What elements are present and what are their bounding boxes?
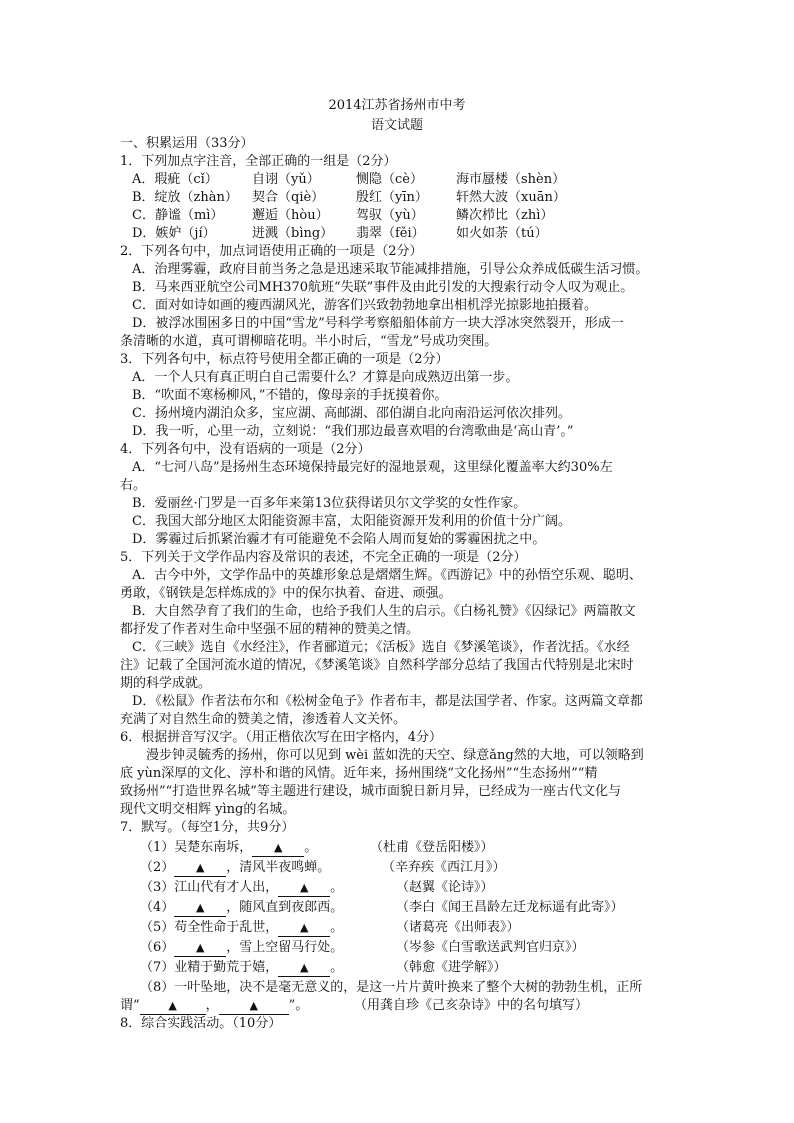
q6-passage-line2: 底 yùn深厚的文化、淳朴和谐的风情。近年来，扬州围绕“文化扬州”“生态扬州”“精 — [120, 766, 598, 781]
answer-blank[interactable] — [140, 998, 206, 1015]
answer-blank[interactable] — [278, 880, 330, 897]
q7-6-suffix: ，雪上空留马行处。 — [226, 940, 344, 955]
triangle-marker-icon: ▲ — [196, 901, 205, 914]
q1-a-word1: A．瑕疵（cǐ） — [132, 172, 218, 187]
q7-1-suffix: 。 — [304, 840, 318, 855]
section-heading: 一、积累运用（33分） — [120, 136, 254, 151]
q2-option-c: C．面对如诗如画的瘦西湖风光，游客们兴致勃勃地拿出相机浮光掠影地拍摄着。 — [132, 298, 597, 313]
q7-6-prefix: （6） — [140, 940, 175, 955]
q4-stem: 4．下列各句中，没有语病的一项是（2分） — [120, 442, 371, 457]
q6-passage-line4: 现代文明交相辉 yìng的名城。 — [120, 802, 296, 817]
exam-title: 2014江苏省扬州市中考 — [328, 98, 466, 113]
q1-c-word2: 邂逅（hòu） — [252, 208, 329, 223]
q7-8-source: （用龚自珍《己亥杂诗》中的名句填写） — [354, 998, 589, 1013]
q1-d-word4: 如火如荼（tú） — [456, 226, 548, 241]
q1-d-word1: D．嫉妒（jí） — [132, 226, 216, 241]
q1-b-word2: 契合（qiè） — [252, 190, 325, 205]
q7-item-5 — [140, 920, 520, 937]
q5-option-d-cont: 充满了对自然生命的赞美之情，渗透着人文关怀。 — [120, 712, 407, 727]
triangle-marker-icon: ▲ — [249, 999, 258, 1012]
answer-blank[interactable] — [174, 900, 226, 917]
q2-option-d: D．被浮冰围困多日的中国“雪龙”号科学考察船船体前方一块大浮冰突然裂开，形成一 — [132, 316, 624, 331]
q5-stem: 5．下列关于文学作品内容及常识的表述，不完全正确的一项是（2分） — [120, 550, 527, 565]
q5-option-b: B．大自然孕育了我们的生命，也给予我们人生的启示。《白杨礼赞》《囚绿记》两篇散文 — [132, 604, 636, 619]
q1-c-word4: 鳞次栉比（zhì） — [456, 208, 554, 223]
q1-a-word3: 恻隐（cè） — [356, 172, 423, 187]
q7-7-suffix: 。 — [330, 960, 344, 975]
q4-option-c: C．我国大部分地区太阳能资源丰富，太阳能资源开发利用的价值十分广阔。 — [132, 514, 571, 529]
triangle-marker-icon: ▲ — [300, 921, 309, 934]
q6-passage-line3: 致扬州”“打造世界名城”等主题进行建设，城市面貌日新月异，已经成为一座古代文化与 — [120, 784, 621, 799]
q1-d-word3: 翡翠（fěi） — [356, 226, 425, 241]
q2-stem: 2．下列各句中，加点词语使用正确的一项是（2分） — [120, 244, 423, 259]
q5-option-c-cont: 注》记载了全国河流水道的情况，《梦溪笔谈》自然科学部分总结了我国古代特别是北宋时 — [120, 658, 634, 673]
answer-blank[interactable] — [219, 998, 289, 1015]
q7-item-6 — [140, 940, 585, 957]
q1-c-word3: 驾驭（yù） — [356, 208, 424, 223]
q2-option-a: A．治理雾霾，政府目前当务之急是迅速采取节能减排措施，引导公众养成低碳生活习惯。 — [132, 262, 649, 277]
q7-item-3 — [140, 880, 494, 897]
q5-option-a-cont: 勇敢，《钢铁是怎样炼成的》中的保尔执着、奋进、顽强。 — [120, 586, 452, 601]
triangle-marker-icon: ▲ — [300, 881, 309, 894]
q5-option-c-cont2: 期的科学成就。 — [120, 676, 212, 691]
q1-a-word4: 海市蜃楼（shèn） — [456, 172, 566, 187]
q5-option-d: D．《松鼠》作者法布尔和《松树金龟子》作者布丰，都是法国学者、作家。这两篇文章都 — [132, 694, 643, 709]
q1-option-a — [132, 172, 565, 188]
q7-stem: 7．默写。（每空1分，共9分） — [120, 820, 295, 835]
triangle-marker-icon: ▲ — [196, 941, 205, 954]
q5-option-c: C．《三峡》选自《水经注》，作者郦道元；《活板》选自《梦溪笔谈》，作者沈括。《水经 — [132, 640, 630, 655]
q4-option-a-cont: 右。 — [120, 478, 147, 493]
q7-3-suffix: 。 — [330, 880, 344, 895]
q1-b-word4: 轩然大波（xuān） — [456, 190, 566, 205]
q7-1-source: （杜甫《登岳阳楼》） — [370, 840, 494, 855]
q7-3-prefix: （3）江山代有才人出， — [140, 880, 279, 895]
q4-option-a: A．“七河八岛”是扬州生态环境保持最完好的湿地景观，这里绿化覆盖率大约30%左 — [132, 460, 613, 475]
answer-blank[interactable] — [278, 960, 330, 977]
triangle-marker-icon: ▲ — [274, 841, 283, 854]
q7-3-source: （赵翼《论诗》） — [396, 880, 494, 895]
q7-7-source: （韩愈《进学解》） — [396, 960, 507, 975]
answer-blank[interactable] — [252, 840, 304, 857]
q1-option-b — [132, 190, 566, 206]
q5-option-a: A．古今中外，文学作品中的英雄形象总是熠熠生辉。《西游记》中的孙悟空乐观、聪明、 — [132, 568, 642, 583]
q7-item-7 — [140, 960, 507, 977]
q7-6-source: （岑参《白雪歌送武判官归京》） — [396, 940, 585, 955]
q1-d-word2: 迸溅（bìng） — [252, 226, 334, 241]
q7-4-source: （李白《闻王昌龄左迁龙标遥有此寄》） — [396, 900, 624, 915]
q7-8-prefix: 谓“ — [120, 998, 140, 1013]
exam-subtitle: 语文试题 — [370, 118, 423, 133]
q7-item-2 — [140, 860, 506, 877]
q3-option-b: B．“吹面不寒杨柳风，”不错的，像母亲的手抚摸着你。 — [132, 388, 448, 403]
q1-stem: 1．下列加点字注音，全部正确的一组是（2分） — [120, 154, 397, 169]
q7-7-prefix: （7）业精于勤荒于嬉， — [140, 960, 279, 975]
q7-4-prefix: （4） — [140, 900, 175, 915]
q3-option-d: D．我一听，心里一动，立刻说：“我们那边最喜欢唱的台湾歌曲是‘高山青’。” — [132, 424, 574, 439]
q7-item-4 — [140, 900, 624, 917]
q5-option-b-cont: 都抒发了作者对生命中坚强不屈的精神的赞美之情。 — [120, 622, 420, 637]
triangle-marker-icon: ▲ — [168, 999, 177, 1012]
q7-2-suffix: ，清风半夜鸣蝉。 — [226, 860, 331, 875]
q6-stem: 6．根据拼音写汉字。（用正楷依次写在田字格内，4分） — [120, 730, 443, 745]
q7-5-prefix: （5）苟全性命于乱世， — [140, 920, 279, 935]
q1-b-word3: 殷红（yīn） — [356, 190, 428, 205]
q7-item-1 — [140, 840, 494, 857]
q3-option-a: A．一个人只有真正明白自己需要什么？才算是向成熟迈出第一步。 — [132, 370, 519, 385]
q7-4-suffix: ，随风直到夜郎西。 — [226, 900, 344, 915]
q1-a-word2: 自诩（yǔ） — [252, 172, 320, 187]
q2-option-d-cont: 条清晰的水道，真可谓柳暗花明。半小时后，“雪龙”号成功突围。 — [120, 334, 498, 349]
triangle-marker-icon: ▲ — [300, 961, 309, 974]
q7-1-prefix: （1）吴楚东南坼， — [140, 840, 253, 855]
q3-option-c: C．扬州境内湖泊众多，宝应湖、高邮湖、邵伯湖自北向南沿运河依次排列。 — [132, 406, 571, 421]
q1-option-d — [132, 226, 548, 242]
q1-option-c — [132, 208, 553, 224]
q7-item-8: （8）一叶坠地，决不是毫无意义的，是这一片片黄叶换来了整个大树的勃勃生机，正所 — [140, 980, 643, 995]
q4-option-d: D．雾霾过后抓紧治霾才有可能避免不会陷人周而复始的雾霾困扰之中。 — [132, 532, 546, 547]
answer-blank[interactable] — [278, 920, 330, 937]
answer-blank[interactable] — [174, 860, 226, 877]
triangle-marker-icon: ▲ — [196, 861, 205, 874]
q6-passage-line1: 漫步钟灵毓秀的扬州，你可以见到 wèi 蓝如洗的天空、绿意ǎng然的大地，可以领略到 — [146, 748, 644, 763]
q1-c-word1: C．静谧（mì） — [132, 208, 224, 223]
q7-8-separator: ， — [205, 998, 219, 1013]
q8-stem: 8．综合实践活动。（10分） — [120, 1016, 282, 1031]
q7-8-suffix: ”。 — [288, 998, 309, 1013]
q3-stem: 3．下列各句中，标点符号使用全都正确的一项是（2分） — [120, 352, 449, 367]
q7-item-8-cont — [120, 998, 589, 1015]
q7-5-suffix: 。 — [330, 920, 344, 935]
q7-2-source: （辛弃疾《西江月》） — [382, 860, 506, 875]
q4-option-b: B．爱丽丝·门罗是一百多年来第13位获得诺贝尔文学奖的女性作家。 — [132, 496, 527, 511]
q1-b-word1: B．绽放（zhàn） — [132, 190, 238, 205]
q2-option-b: B．马来西亚航空公司MH370航班“失联”事件及由此引发的大搜索行动令人叹为观止。 — [132, 280, 634, 295]
answer-blank[interactable] — [174, 940, 226, 957]
q7-5-source: （诸葛亮《出师表》） — [396, 920, 520, 935]
q7-2-prefix: （2） — [140, 860, 175, 875]
